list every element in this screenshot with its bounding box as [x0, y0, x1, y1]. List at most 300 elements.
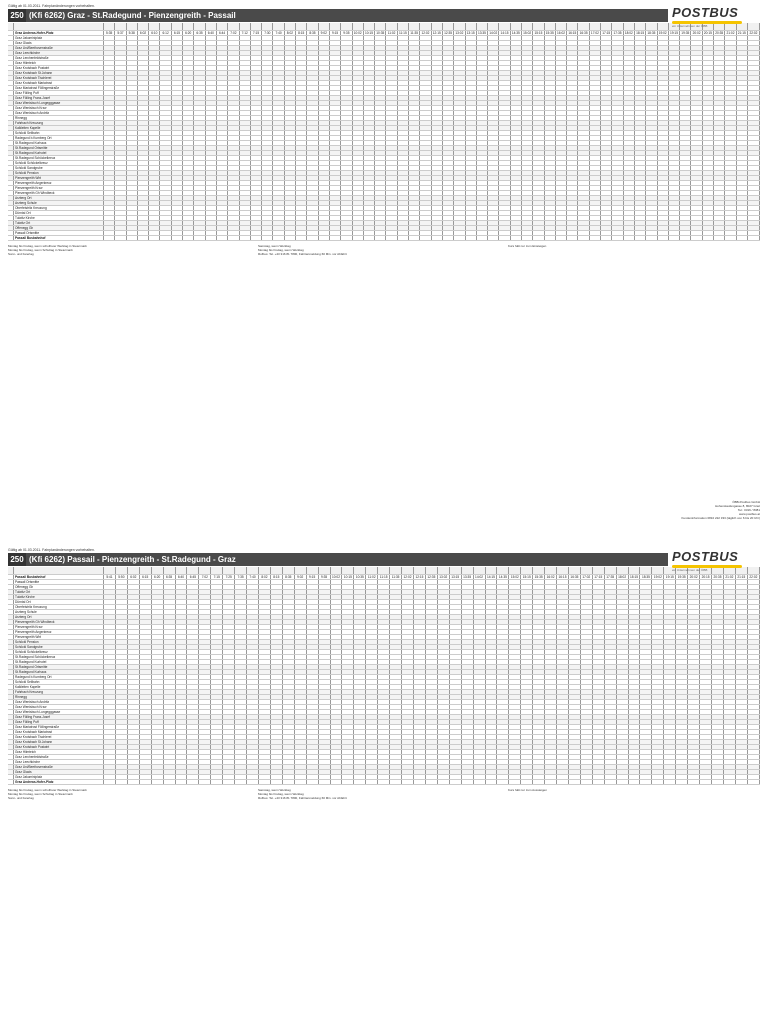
time-cell: 6:35: [163, 575, 175, 580]
time-cell: [634, 236, 645, 241]
time-cell: 7:35: [235, 575, 247, 580]
time-cell: 6:20: [151, 575, 163, 580]
time-cell: 15:35: [534, 575, 543, 579]
time-cell: 7:02: [199, 575, 211, 580]
trip-header-cell: [657, 23, 668, 31]
time-cell: 18:15: [636, 31, 645, 35]
time-cell: 5:35: [104, 31, 115, 36]
time-cell: 6:40: [205, 31, 216, 36]
time-cell: 17:35: [613, 31, 622, 35]
trip-header-cell: [476, 23, 487, 31]
trip-header-cell: [461, 567, 473, 575]
trip-header-cell: [284, 23, 295, 31]
stop-name: Passail Ortsmitte: [14, 580, 104, 585]
time-cell: [567, 236, 578, 241]
time-cell: 10:15: [343, 575, 352, 579]
stop-name: Graz Hilmteich: [14, 750, 104, 755]
time-cell: 11:15: [378, 575, 390, 580]
time-cell: [465, 236, 476, 241]
stop-name: Schöckl Sandgrube: [14, 166, 104, 171]
trip-header-cell: [354, 567, 366, 575]
time-cell: 13:02: [455, 31, 464, 35]
company-address: [681, 500, 760, 520]
trip-header-cell: [557, 567, 569, 575]
time-cell: [307, 236, 318, 241]
trip-header-cell: [497, 567, 509, 575]
stop-name: Pienzengreith Krzw: [14, 625, 104, 630]
time-cell: [284, 236, 295, 241]
company-web: www.postbus.at: [738, 512, 760, 516]
time-cell: 12:35: [427, 575, 436, 579]
trip-header-cell: [151, 567, 163, 575]
time-cell: 6:02: [127, 575, 139, 580]
stop-name: Kalkleiten Kapelle: [14, 126, 104, 131]
trip-header-cell: [199, 567, 211, 575]
time-cell: 17:15: [594, 575, 603, 579]
trip-header-cell: [366, 567, 378, 575]
time-cell: [126, 236, 137, 241]
trip-header-cell: [640, 567, 652, 575]
stop-name: Pienzengreith Gh Windbeck: [14, 191, 104, 196]
stop-name: Pienzengreith Krzw: [14, 186, 104, 191]
time-cell: 12:15: [415, 575, 424, 579]
trip-header-cell: [127, 567, 139, 575]
time-cell: [476, 236, 487, 241]
stop-name: Pienzengreith Wirt: [14, 635, 104, 640]
stop-name: St.Radegund Kurhotel: [14, 660, 104, 665]
trip-header-cell: [604, 567, 616, 575]
time-cell: [250, 236, 261, 241]
time-cell: [454, 236, 465, 241]
stop-name: Graz Uni/Beethovenstraße: [14, 46, 104, 51]
stop-name: Graz Fölling Puff: [14, 91, 104, 96]
time-cell: 15:15: [522, 575, 531, 579]
trip-header-cell: [437, 567, 449, 575]
time-cell: 11:15: [398, 31, 407, 35]
validity-note: Gültig ab 01.03.2011. Fahrplanänderungen vorbehalten.: [8, 4, 95, 8]
time-cell: [657, 236, 668, 241]
time-cell: [194, 236, 205, 241]
time-cell: 8:02: [258, 575, 270, 580]
time-cell: [510, 236, 521, 241]
trip-header-cell: [454, 23, 465, 31]
time-cell: 22:02: [747, 31, 759, 36]
stop-name: Graz Wenisbuch Andritz: [14, 111, 104, 116]
stop-name: Graz Uni/Beethovenstraße: [14, 765, 104, 770]
stop-name: Graz Wenisbuch Lungegggasse: [14, 101, 104, 106]
time-cell: 14:02: [489, 31, 498, 35]
trip-header-cell: [294, 567, 306, 575]
time-cell: [725, 236, 736, 241]
stop-name: St.Radegund Ortsmitte: [14, 665, 104, 670]
time-cell: 12:35: [444, 31, 453, 35]
trip-header-cell: [442, 23, 453, 31]
stop-name: Graz Kroisbach Postwirt: [14, 745, 104, 750]
stop-name: St.Radegund Kurhaus: [14, 670, 104, 675]
trip-header-cell: [465, 23, 476, 31]
time-cell: 17:35: [606, 575, 615, 579]
stop-name: Passail Ortsmitte: [14, 231, 104, 236]
stop-name: Pienzengreith Angerkreuz: [14, 630, 104, 635]
company-name: ÖBB-Postbus GmbH: [732, 500, 760, 504]
time-cell: [521, 236, 532, 241]
trip-header-cell: [104, 567, 116, 575]
time-cell: 5:50: [115, 575, 127, 580]
time-cell: 18:35: [647, 31, 656, 35]
time-cell: 6:15: [171, 31, 182, 36]
trip-header-cell: [533, 23, 544, 31]
time-cell: [691, 236, 702, 241]
time-cell: 11:02: [366, 575, 378, 580]
trip-header-cell: [568, 567, 580, 575]
stop-name: Tulwitz Kirche: [14, 216, 104, 221]
timetable-section-inbound: [8, 548, 760, 804]
time-cell: [115, 236, 126, 241]
time-cell: 20:35: [713, 575, 722, 579]
trip-header-cell: [104, 23, 115, 31]
company-phone: Tel.: 0316 / 8381: [737, 508, 760, 512]
stop-name: Graz Kroisbach Postwirt: [14, 66, 104, 71]
stop-name: Radegund b.Kumberg Ort: [14, 136, 104, 141]
time-cell: 16:02: [546, 575, 555, 579]
time-cell: [273, 236, 284, 241]
legend-item: Kurs hält nur zum Einsteigen: [508, 244, 547, 248]
trip-header-cell: [247, 567, 259, 575]
time-cell: [228, 236, 239, 241]
time-cell: 10:02: [331, 575, 340, 579]
time-cell: 16:15: [568, 31, 577, 35]
trip-header-cell: [623, 23, 634, 31]
stop-name: Graz Kroisbach St.Johann: [14, 740, 104, 745]
trip-header-cell: [194, 23, 205, 31]
trip-header-cell: [306, 567, 318, 575]
time-cell: 15:35: [545, 31, 554, 35]
stop-name: Schöckl Pension: [14, 171, 104, 176]
time-cell: 8:15: [270, 575, 282, 580]
trip-header-cell: [318, 567, 330, 575]
stop-name: Graz Fölling Franz-Josef: [14, 715, 104, 720]
trip-header-cell: [580, 567, 592, 575]
trip-header-cell: [139, 567, 151, 575]
trip-header-cell: [409, 23, 420, 31]
time-cell: 19:15: [670, 31, 678, 35]
trip-header-cell: [115, 23, 126, 31]
time-cell: 21:02: [725, 575, 734, 579]
time-cell: [431, 236, 442, 241]
trip-header-cell: [282, 567, 294, 575]
trip-header-cell: [171, 23, 182, 31]
stop-name: Oberfeistritz Kreuzung: [14, 605, 104, 610]
company-street: Hohenstaufengasse 8, 8027 Graz: [715, 504, 760, 508]
legend-item: Samstag, wenn Werktag: [258, 244, 291, 248]
trip-header-cell: [425, 567, 437, 575]
trip-header-cell: [175, 567, 187, 575]
time-cell: [137, 236, 148, 241]
stop-name: Offenegg Gh: [14, 585, 104, 590]
trip-header-cell: [273, 23, 284, 31]
time-cell: 14:02: [475, 575, 484, 579]
trip-header-cell: [544, 23, 555, 31]
trip-header-cell: [567, 23, 578, 31]
time-cell: 15:15: [534, 31, 543, 35]
time-cell: 8:15: [296, 31, 307, 36]
trip-header-cell: [634, 23, 645, 31]
stop-name: Schöckl Seilbahn: [14, 680, 104, 685]
time-cell: 10:02: [353, 31, 362, 35]
trip-header-cell: [378, 567, 390, 575]
time-cell: 7:30: [262, 31, 273, 36]
time-cell: [149, 236, 160, 241]
time-cell: [397, 236, 408, 241]
time-cell: 8:35: [307, 31, 318, 36]
time-cell: 18:15: [630, 575, 639, 579]
trip-header-cell: [216, 23, 227, 31]
time-cell: 7:25: [223, 575, 235, 580]
stop-name: Schöckl Schöckelkreuz: [14, 650, 104, 655]
time-cell: 13:35: [477, 31, 486, 35]
stop-name: Pienzengreith Wirt: [14, 176, 104, 181]
trip-header-cell: [612, 23, 623, 31]
time-cell: [205, 236, 216, 241]
time-cell: 14:35: [511, 31, 520, 35]
trip-header-cell: [235, 567, 247, 575]
validity-note: Gültig ab 01.03.2011. Fahrplanänderungen vorbehalten.: [8, 548, 95, 552]
header-row: [8, 567, 760, 575]
trip-header-cell: [413, 567, 425, 575]
stop-name: Schöckl Pension: [14, 640, 104, 645]
trip-header-cell: [646, 23, 657, 31]
time-cell: 10:15: [364, 31, 373, 35]
time-cell: 16:02: [557, 31, 566, 35]
table-row: [8, 31, 760, 36]
route-title-bar: [8, 553, 668, 566]
time-cell: 9:15: [306, 575, 318, 580]
trip-header-cell: [363, 23, 374, 31]
time-cell: 13:35: [463, 575, 472, 579]
time-cell: 17:02: [582, 575, 591, 579]
company-info: Kundeninformation 0810 222 333 (täglich von 6 bis 20 Uhr): [681, 516, 760, 520]
time-cell: [488, 236, 499, 241]
time-cell: [239, 236, 250, 241]
time-cell: [183, 236, 194, 241]
stop-name: Graz Kroisbach St.Johann: [14, 71, 104, 76]
time-cell: [104, 236, 115, 241]
stop-name: Arzberg Schule: [14, 610, 104, 615]
time-cell: 19:35: [677, 575, 686, 579]
legend-item: Montag bis Freitag, wenn schulfreier Werktag in Steiermark: [8, 244, 87, 248]
time-cell: 20:15: [703, 31, 712, 35]
table-row: [8, 575, 760, 580]
stop-name: Fahrbach Kreuzung: [14, 690, 104, 695]
time-cell: 20:02: [692, 31, 701, 35]
stop-name: Graz Hilmteich: [14, 61, 104, 66]
trip-header-cell: [211, 567, 223, 575]
postbus-logo: POSTBUS ein Unternehmen der ÖBB: [672, 549, 760, 569]
time-cell: 7:15: [211, 575, 223, 580]
trip-header-cell: [318, 23, 329, 31]
stop-name: Graz Wenisbuch Andritz: [14, 700, 104, 705]
time-cell: 14:15: [486, 575, 495, 579]
trip-header-cell: [601, 23, 612, 31]
time-cell: [680, 236, 691, 241]
time-cell: 15:02: [510, 575, 519, 579]
trip-header-cell: [228, 23, 239, 31]
stop-name: Graz Leechkirche: [14, 760, 104, 765]
time-cell: 9:02: [318, 31, 329, 36]
stop-name: Graz Wenisbuch Lungegggasse: [14, 710, 104, 715]
trip-header-cell: [375, 23, 386, 31]
stop-name: Graz Fölling Puff: [14, 720, 104, 725]
time-cell: 6:44: [216, 31, 227, 36]
time-cell: 19:15: [665, 575, 674, 579]
stop-name: Graz Glacis: [14, 770, 104, 775]
stop-name: Arzberg Schule: [14, 201, 104, 206]
stop-name: Tulwitz Ort: [14, 590, 104, 595]
trip-header-cell: [342, 567, 354, 575]
trip-header-cell: [258, 567, 270, 575]
trip-header-cell: [126, 23, 137, 31]
route-title: (Kfi 6262) Passail - Pienzengreith - St.Radegund - Graz: [29, 555, 236, 564]
trip-header-cell: [329, 23, 340, 31]
time-cell: [420, 236, 431, 241]
stop-name: Graz Kroisbach Tischlerei: [14, 76, 104, 81]
stop-name: St.Radegund Kurhaus: [14, 141, 104, 146]
time-cell: [216, 236, 227, 241]
trip-header-cell: [589, 23, 600, 31]
time-cell: 19:35: [681, 31, 690, 35]
trip-header-cell: [521, 23, 532, 31]
trip-header-cell: [533, 567, 545, 575]
trip-header-cell: [262, 23, 273, 31]
time-cell: 21:02: [726, 31, 735, 35]
time-cell: 12:02: [421, 31, 430, 35]
time-cell: 18:02: [618, 575, 627, 579]
stop-name: Rinnegg: [14, 116, 104, 121]
trip-header-cell: [187, 567, 199, 575]
trip-header-cell: [509, 567, 521, 575]
stop-name: Graz Glacis: [14, 41, 104, 46]
stop-name: Offenegg Gh: [14, 226, 104, 231]
stop-name: Tulwitz Ort: [14, 221, 104, 226]
stop-name: Graz Fölling Franz-Josef: [14, 96, 104, 101]
stop-name: Graz Kroisbach Mariatrost: [14, 730, 104, 735]
time-cell: 9:02: [294, 575, 306, 580]
stop-name: Graz Mariatrost Föllingerstraße: [14, 725, 104, 730]
trip-header-cell: [270, 567, 282, 575]
stop-name: Graz Jakominiplatz: [14, 36, 104, 41]
stop-name: Schöckl Schöckelkreuz: [14, 161, 104, 166]
stop-name: Schöckl Sandgrube: [14, 645, 104, 650]
time-cell: [544, 236, 555, 241]
time-cell: [702, 236, 713, 241]
postbus-logo: POSTBUS ein Unternehmen der ÖBB: [672, 5, 760, 25]
stop-name: St.Radegund Ortsmitte: [14, 146, 104, 151]
time-cell: 17:15: [602, 31, 611, 35]
stop-name: Rinnegg: [14, 695, 104, 700]
time-cell: [171, 236, 182, 241]
time-cell: 7:40: [247, 575, 259, 580]
stop-name: Kalkleiten Kapelle: [14, 685, 104, 690]
trip-header-cell: [115, 567, 127, 575]
time-cell: 20:02: [689, 575, 698, 579]
time-cell: 16:15: [558, 575, 567, 579]
timetable-section-outbound: [8, 4, 760, 260]
trip-header-cell: [488, 23, 499, 31]
time-cell: 20:35: [715, 31, 724, 35]
stop-name: Dürntal Ort: [14, 211, 104, 216]
trip-header-cell: [397, 23, 408, 31]
time-cell: 13:02: [439, 575, 448, 579]
trip-header-cell: [616, 567, 628, 575]
trip-header-cell: [250, 23, 261, 31]
trip-header-cell: [163, 567, 175, 575]
trip-header-cell: [386, 23, 397, 31]
time-cell: [386, 236, 397, 241]
time-cell: 9:35: [341, 31, 352, 36]
legend-item: Montag bis Freitag, wenn Schultag in Steiermark: [8, 248, 73, 252]
time-cell: 16:35: [579, 31, 588, 35]
time-cell: 11:02: [387, 31, 396, 35]
time-cell: 14:35: [498, 575, 507, 579]
time-cell: [318, 236, 329, 241]
time-cell: [352, 236, 363, 241]
time-cell: 6:10: [149, 31, 160, 36]
time-cell: [375, 236, 386, 241]
trip-header-cell: [628, 567, 640, 575]
stop-name: Oberfeistritz Kreuzung: [14, 206, 104, 211]
stop-name: St.Radegund Schöckelkreuz: [14, 156, 104, 161]
time-cell: [736, 236, 747, 241]
trip-header-cell: [296, 23, 307, 31]
time-cell: 13:15: [451, 575, 460, 579]
stop-name: Graz Wenisbuch Krzw: [14, 705, 104, 710]
time-cell: [341, 236, 352, 241]
time-cell: 7:40: [273, 31, 284, 36]
time-cell: 20:15: [701, 575, 710, 579]
header-row: [8, 23, 760, 31]
trip-header-cell: [390, 567, 402, 575]
time-cell: 7:15: [250, 31, 261, 36]
stop-name: Pienzengreith Angerkreuz: [14, 181, 104, 186]
legend-outbound: [8, 244, 760, 260]
time-cell: [329, 236, 340, 241]
trip-header-cell: [137, 23, 148, 31]
trip-header-cell: [431, 23, 442, 31]
stop-name: Arzberg Ort: [14, 615, 104, 620]
time-cell: 19:02: [658, 31, 667, 35]
trip-header-cell: [341, 23, 352, 31]
time-cell: 15:02: [523, 31, 532, 35]
trip-header-cell: [499, 23, 510, 31]
time-cell: [262, 236, 273, 241]
trip-header-cell: [473, 567, 485, 575]
time-cell: 14:15: [500, 31, 509, 35]
time-cell: 5:37: [115, 31, 126, 36]
route-title: (Kfi 6262) Graz - St.Radegund - Pienzengreith - Passail: [29, 11, 236, 20]
time-cell: 10:35: [355, 575, 364, 579]
time-cell: 21:15: [737, 31, 746, 35]
time-cell: 8:35: [282, 575, 294, 580]
stop-name: Graz Kroisbach Mariatrost: [14, 81, 104, 86]
stop-name: Schöckl Seilbahn: [14, 131, 104, 136]
time-cell: 10:35: [376, 31, 385, 35]
time-cell: 9:15: [329, 31, 340, 36]
time-cell: 7:12: [239, 31, 250, 36]
time-cell: [646, 236, 657, 241]
timetable-grid-inbound: [8, 567, 760, 785]
route-number: 250: [8, 9, 26, 22]
time-cell: [578, 236, 589, 241]
